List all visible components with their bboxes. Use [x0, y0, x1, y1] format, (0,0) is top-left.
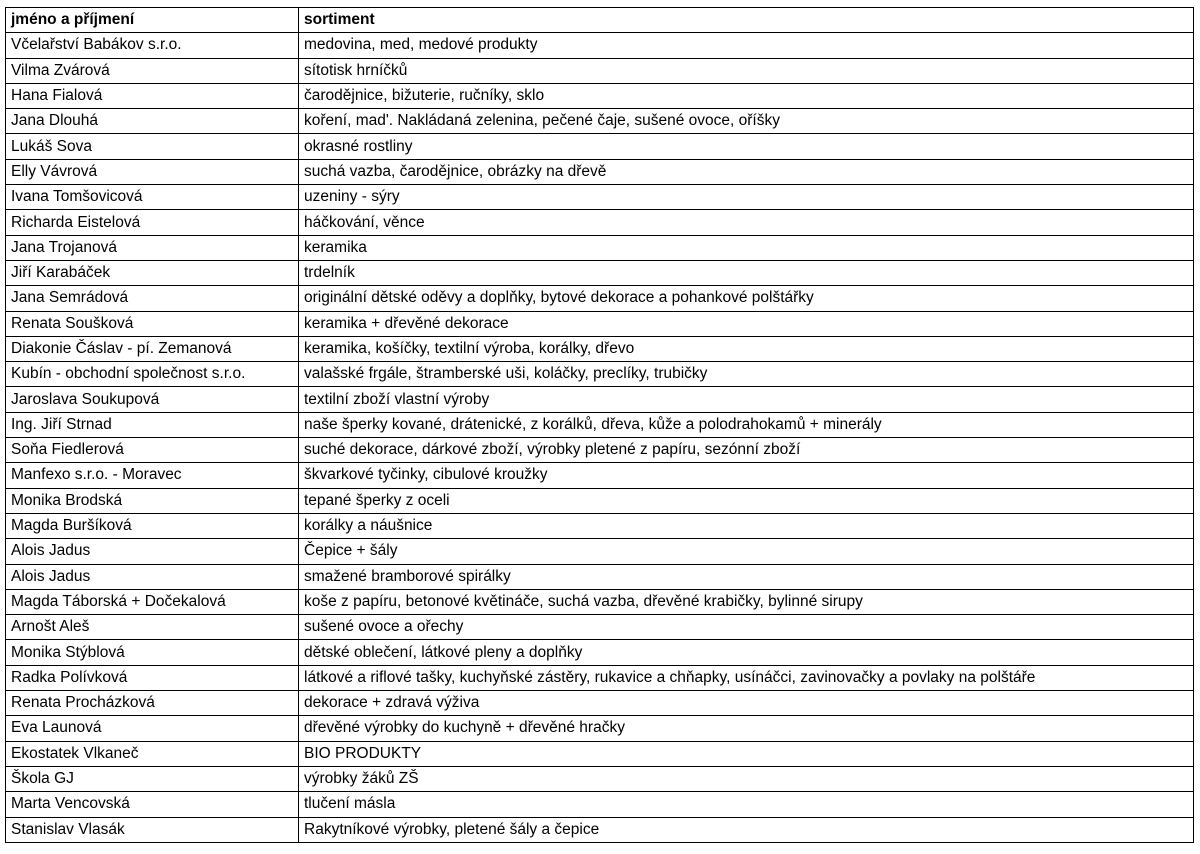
assortment-cell: dekorace + zdravá výživa: [299, 691, 1194, 716]
assortment-cell: Rakytníkové výrobky, pletené šály a čepice: [299, 817, 1194, 842]
assortment-cell: Čepice + šály: [299, 539, 1194, 564]
vendor-name-cell: Soňa Fiedlerová: [6, 438, 299, 463]
assortment-cell: BIO PRODUKTY: [299, 741, 1194, 766]
table-row: [6, 412, 1194, 437]
vendor-name-cell: Škola GJ: [6, 766, 299, 791]
assortment-cell: medovina, med, medové produkty: [299, 33, 1194, 58]
table-row: [6, 387, 1194, 412]
table-row: [6, 716, 1194, 741]
table-row: [6, 109, 1194, 134]
table-row: [6, 286, 1194, 311]
assortment-cell: keramika, košíčky, textilní výroba, korálky, dřevo: [299, 336, 1194, 361]
table-row: [6, 665, 1194, 690]
vendor-name-cell: Vilma Zvárová: [6, 58, 299, 83]
assortment-cell: háčkování, věnce: [299, 210, 1194, 235]
vendor-name-cell: Ivana Tomšovicová: [6, 185, 299, 210]
assortment-cell: tlučení másla: [299, 792, 1194, 817]
table-row: [6, 83, 1194, 108]
vendor-name-cell: Alois Jadus: [6, 539, 299, 564]
vendor-table: [5, 7, 1194, 843]
table-body: [6, 33, 1194, 843]
assortment-cell: dětské oblečení, látkové pleny a doplňky: [299, 640, 1194, 665]
assortment-cell: uzeniny - sýry: [299, 185, 1194, 210]
table-row: [6, 438, 1194, 463]
vendor-name-cell: Včelařství Babákov s.r.o.: [6, 33, 299, 58]
table-row: [6, 741, 1194, 766]
assortment-cell: textilní zboží vlastní výroby: [299, 387, 1194, 412]
vendor-name-cell: Elly Vávrová: [6, 159, 299, 184]
assortment-cell: látkové a riflové tašky, kuchyňské zástěry, rukavice a chňapky, usínáčci, zavinovačky a povlaky na polštáře: [299, 665, 1194, 690]
vendor-name-cell: Lukáš Sova: [6, 134, 299, 159]
table-row: [6, 615, 1194, 640]
vendor-name-cell: Stanislav Vlasák: [6, 817, 299, 842]
table-row: [6, 766, 1194, 791]
assortment-cell: škvarkové tyčinky, cibulové kroužky: [299, 463, 1194, 488]
assortment-cell: okrasné rostliny: [299, 134, 1194, 159]
table-row: [6, 513, 1194, 538]
vendor-name-cell: Ekostatek Vlkaneč: [6, 741, 299, 766]
table-row: [6, 362, 1194, 387]
vendor-name-cell: Renata Procházková: [6, 691, 299, 716]
assortment-cell: korálky a náušnice: [299, 513, 1194, 538]
table-row: [6, 311, 1194, 336]
vendor-name-cell: Monika Brodská: [6, 488, 299, 513]
vendor-name-cell: Jana Dlouhá: [6, 109, 299, 134]
vendor-name-cell: Jana Semrádová: [6, 286, 299, 311]
vendor-name-cell: Richarda Eistelová: [6, 210, 299, 235]
table-row: [6, 33, 1194, 58]
vendor-name-cell: Marta Vencovská: [6, 792, 299, 817]
vendor-name-cell: Alois Jadus: [6, 564, 299, 589]
vendor-name-cell: Renata Soušková: [6, 311, 299, 336]
assortment-cell: koření, mad'. Nakládaná zelenina, pečené čaje, sušené ovoce, oříšky: [299, 109, 1194, 134]
assortment-cell: suché dekorace, dárkové zboží, výrobky pletené z papíru, sezónní zboží: [299, 438, 1194, 463]
assortment-cell: originální dětské oděvy a doplňky, bytové dekorace a pohankové polštářky: [299, 286, 1194, 311]
assortment-cell: koše z papíru, betonové květináče, suchá vazba, dřevěné krabičky, bylinné sirupy: [299, 589, 1194, 614]
vendor-name-cell: Jiří Karabáček: [6, 260, 299, 285]
table-row: [6, 640, 1194, 665]
assortment-cell: tepané šperky z oceli: [299, 488, 1194, 513]
assortment-cell: výrobky žáků ZŠ: [299, 766, 1194, 791]
table-row: [6, 185, 1194, 210]
vendor-name-cell: Monika Stýblová: [6, 640, 299, 665]
table-row: [6, 792, 1194, 817]
vendor-name-cell: Magda Buršíková: [6, 513, 299, 538]
table-row: [6, 260, 1194, 285]
vendor-name-cell: Jaroslava Soukupová: [6, 387, 299, 412]
vendor-table-sheet: [5, 7, 1194, 843]
assortment-cell: keramika + dřevěné dekorace: [299, 311, 1194, 336]
table-row: [6, 134, 1194, 159]
table-row: [6, 817, 1194, 842]
table-row: [6, 159, 1194, 184]
assortment-cell: sítotisk hrníčků: [299, 58, 1194, 83]
assortment-cell: suchá vazba, čarodějnice, obrázky na dřevě: [299, 159, 1194, 184]
vendor-name-cell: Magda Táborská + Dočekalová: [6, 589, 299, 614]
column-header-assortment: sortiment: [299, 8, 1194, 33]
column-header-name: jméno a příjmení: [6, 8, 299, 33]
vendor-name-cell: Kubín - obchodní společnost s.r.o.: [6, 362, 299, 387]
table-row: [6, 210, 1194, 235]
table-row: [6, 235, 1194, 260]
assortment-cell: čarodějnice, bižuterie, ručníky, sklo: [299, 83, 1194, 108]
vendor-name-cell: Eva Launová: [6, 716, 299, 741]
vendor-name-cell: Diakonie Čáslav - pí. Zemanová: [6, 336, 299, 361]
assortment-cell: dřevěné výrobky do kuchyně + dřevěné hračky: [299, 716, 1194, 741]
table-row: [6, 539, 1194, 564]
vendor-name-cell: Arnošt Aleš: [6, 615, 299, 640]
vendor-name-cell: Hana Fialová: [6, 83, 299, 108]
table-row: [6, 58, 1194, 83]
assortment-cell: smažené bramborové spirálky: [299, 564, 1194, 589]
vendor-name-cell: Jana Trojanová: [6, 235, 299, 260]
assortment-cell: naše šperky kované, drátenické, z korálků, dřeva, kůže a polodrahokamů + minerály: [299, 412, 1194, 437]
assortment-cell: trdelník: [299, 260, 1194, 285]
table-row: [6, 463, 1194, 488]
assortment-cell: sušené ovoce a ořechy: [299, 615, 1194, 640]
assortment-cell: keramika: [299, 235, 1194, 260]
table-row: [6, 589, 1194, 614]
assortment-cell: valašské frgále, štramberské uši, koláčky, preclíky, trubičky: [299, 362, 1194, 387]
table-row: [6, 691, 1194, 716]
table-header-row: [6, 8, 1194, 33]
vendor-name-cell: Manfexo s.r.o. - Moravec: [6, 463, 299, 488]
vendor-name-cell: Radka Polívková: [6, 665, 299, 690]
table-row: [6, 336, 1194, 361]
table-row: [6, 488, 1194, 513]
vendor-name-cell: Ing. Jiří Strnad: [6, 412, 299, 437]
table-row: [6, 564, 1194, 589]
